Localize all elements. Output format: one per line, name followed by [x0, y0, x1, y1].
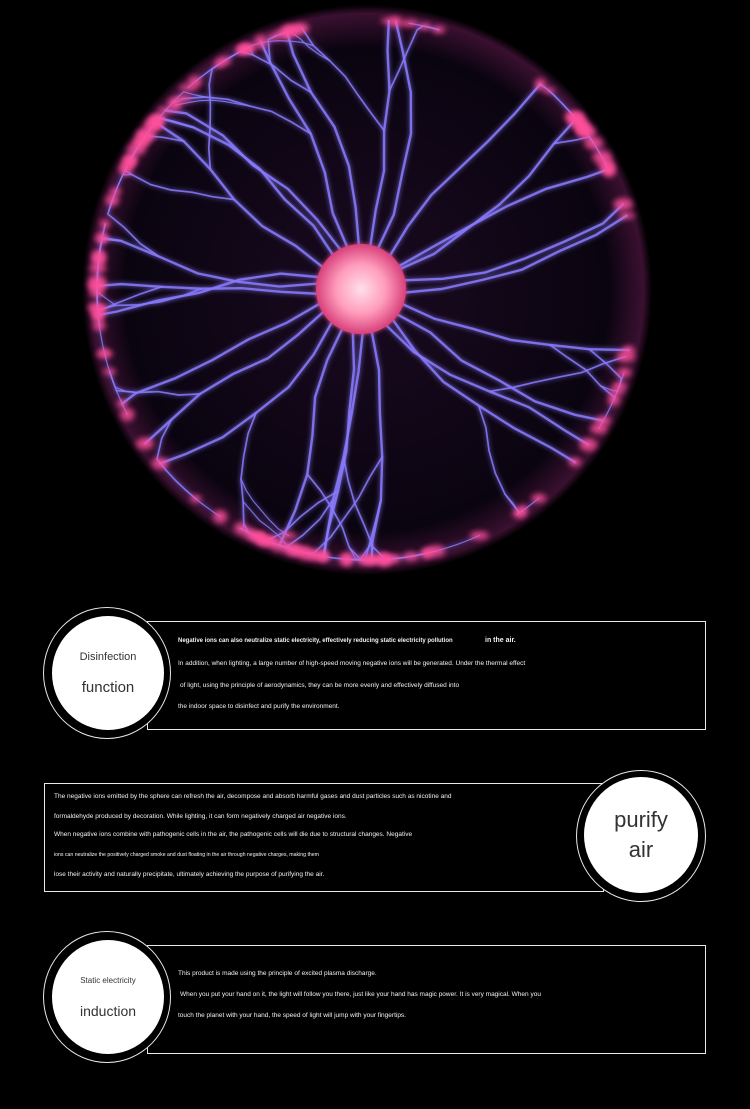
- plasma-tip: [361, 556, 380, 564]
- purify-air-text-line: ions can neutralize the positively charged smoke and dust floating in the air through negative charges, making them: [54, 852, 320, 858]
- plasma-tip: [93, 320, 106, 331]
- plasma-tip: [89, 281, 104, 294]
- plasma-tip: [618, 212, 635, 219]
- plasma-tip: [213, 510, 227, 523]
- plasma-tip: [117, 399, 127, 408]
- plasma-tip: [95, 235, 109, 241]
- plasma-tip: [543, 87, 555, 93]
- plasma-tip: [318, 552, 329, 562]
- plasma-tip: [93, 252, 105, 265]
- plasma-tip: [179, 84, 197, 91]
- plasma-tip: [288, 545, 302, 555]
- plasma-tip: [100, 219, 111, 229]
- plasma-tip: [617, 368, 631, 378]
- plasma-tip: [403, 552, 419, 561]
- static-induction-panel: [147, 945, 706, 1054]
- plasma-tip: [190, 495, 202, 502]
- plasma-tip: [280, 532, 297, 539]
- purify-air-badge: [584, 777, 698, 893]
- plasma-tip: [609, 388, 625, 394]
- disinfection-title-line1: Disinfection: [79, 650, 137, 663]
- disinfection-text-line: of light, using the principle of aerodynamics, they can be more evenly and effectively diffused into: [180, 682, 460, 689]
- disinfection-text-line: the indoor space to disinfect and purify the environment.: [178, 703, 340, 710]
- plasma-tip: [242, 527, 256, 538]
- static-induction-text-line: This product is made using the principle of excited plasma discharge.: [178, 970, 377, 977]
- plasma-tip: [103, 368, 116, 375]
- disinfection-text-line: in the air.: [485, 637, 516, 644]
- plasma-tip: [422, 548, 432, 559]
- plasma-tip: [470, 531, 489, 540]
- plasma-tip: [92, 310, 104, 321]
- plasma-tip: [579, 438, 597, 451]
- plasma-tip: [136, 438, 154, 450]
- plasma-tip: [275, 29, 290, 38]
- plasma-tip: [613, 198, 632, 210]
- plasma-tip: [608, 393, 620, 406]
- plasma-tip: [270, 539, 288, 551]
- purify-air-text-line: formaldehyde produced by decoration. While lighting, it can form negatively charged air negative ions.: [54, 813, 347, 820]
- purify-air-text-line: lose their activity and naturally precipitate, ultimately achieving the purpose of purifying the air.: [54, 871, 325, 878]
- plasma-tip: [136, 130, 154, 143]
- purify-air-title-line2: air: [628, 837, 654, 862]
- plasma-tip: [217, 56, 231, 65]
- plasma-tip: [518, 505, 528, 517]
- plasma-tip: [105, 194, 119, 206]
- plasma-tip: [255, 532, 267, 544]
- static-induction-title-line2: induction: [79, 1002, 137, 1019]
- plasma-tip: [174, 95, 192, 103]
- disinfection-text-line: Negative ions can also neutralize static electricity, effectively reducing static electricity pollution: [178, 638, 453, 644]
- plasma-tip: [595, 416, 611, 426]
- plasma-tip: [584, 137, 603, 150]
- plasma-tip: [568, 112, 584, 126]
- plasma-tip: [254, 35, 268, 49]
- disinfection-badge: [52, 616, 164, 730]
- plasma-tip: [391, 554, 401, 562]
- plasma-tip: [420, 23, 432, 30]
- plasma-core: [316, 244, 406, 334]
- plasma-tip: [235, 46, 251, 55]
- plasma-tip: [399, 20, 419, 27]
- plasma-tip: [88, 303, 106, 309]
- static-induction-text-line: When you put your hand on it, the light will follow you there, just like your hand has magic power. It is very magical. When you: [180, 991, 541, 998]
- static-induction-title-line1: Static electricity: [80, 975, 136, 985]
- plasma-tip: [119, 166, 130, 175]
- disinfection-title-line2: function: [81, 678, 135, 696]
- plasma-tip: [99, 348, 110, 357]
- plasma-tip: [569, 458, 582, 467]
- plasma-tip: [603, 164, 615, 175]
- plasma-tip: [151, 458, 168, 470]
- plasma-tip: [616, 351, 635, 362]
- plasma-tip: [120, 408, 134, 421]
- static-induction-badge: [52, 940, 164, 1054]
- plasma-tip: [390, 16, 402, 27]
- purify-air-text-line: The negative ions emitted by the sphere can refresh the air, decompose and absorb harmful gases and dust particles such as nicotine and: [54, 793, 452, 800]
- plasma-tip: [294, 23, 309, 34]
- disinfection-text-line: In addition, when lighting, a large number of high-speed moving negative ions will be generated. Under the thermal effect: [178, 660, 526, 667]
- plasma-tip: [110, 187, 121, 195]
- plasma-tip: [592, 150, 611, 164]
- plasma-tip: [125, 153, 136, 165]
- purify-air-title-line1: purify: [614, 807, 668, 832]
- plasma-tip: [342, 553, 353, 565]
- plasma-tip: [153, 115, 163, 125]
- static-induction-text-line: touch the planet with your hand, the speed of light will jump with your fingertips.: [178, 1012, 406, 1019]
- plasma-tip: [535, 78, 546, 90]
- plasma-tip: [532, 494, 547, 503]
- purify-air-text-line: When negative ions combine with pathogenic cells in the air, the pathogenic cells will die due to structural changes. Negative: [54, 831, 413, 838]
- plasma-tip: [432, 26, 445, 34]
